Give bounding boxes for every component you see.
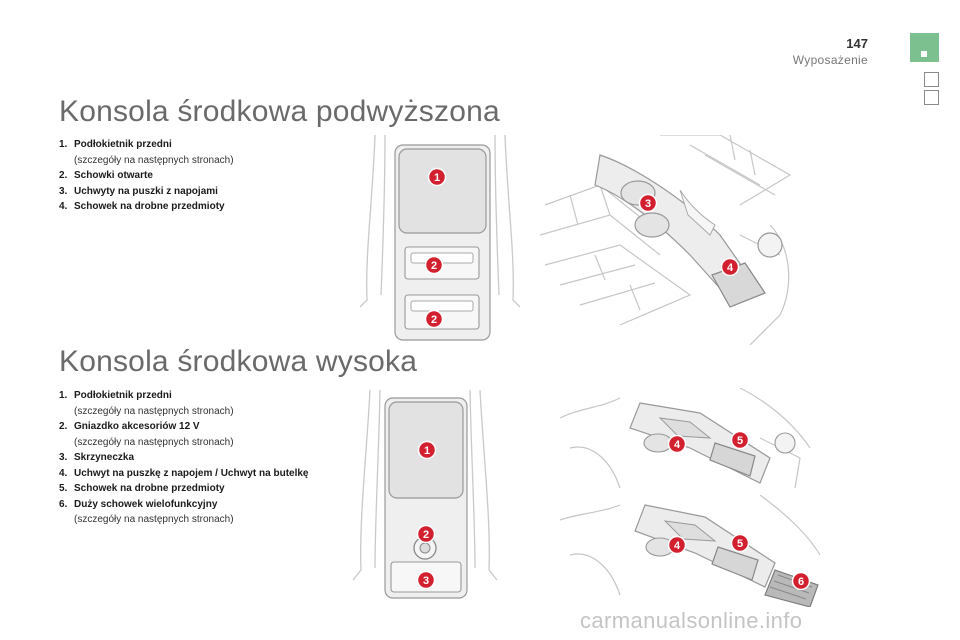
svg-text:5: 5	[736, 538, 744, 550]
raised-console-list	[59, 137, 319, 215]
watermark: carmanualsonline.info	[580, 608, 803, 633]
list-item: 2. Gniazdko akcesoriów 12 V (szczegóły na następnych stronach)	[59, 421, 234, 448]
callout-marker-1	[429, 169, 446, 186]
svg-text:4: 4	[673, 540, 681, 552]
high-console-storage-illustration	[560, 495, 825, 607]
list-item: 3. Skrzyneczka	[59, 452, 135, 463]
list-item: 5. Schowek na drobne przedmioty	[59, 483, 225, 494]
high-console-perspective-illustration	[560, 388, 810, 498]
callout-marker-3	[640, 195, 657, 212]
callout-marker-2	[426, 311, 443, 328]
callout-marker-6	[793, 573, 810, 590]
raised-console-top-illustration	[355, 135, 525, 345]
chapter-tab[interactable]	[924, 72, 939, 87]
callout-marker-4	[669, 537, 686, 554]
tab-marker-icon	[921, 51, 927, 57]
section-title-raised-console: Konsola środkowa podwyższona	[59, 95, 500, 128]
high-console-list	[59, 388, 319, 528]
svg-text:4: 4	[726, 262, 734, 274]
raised-console-perspective-illustration	[540, 135, 805, 345]
section-name: Wyposażenie	[792, 53, 868, 67]
list-item: 1. Podłokietnik przedni (szczegóły na następnych stronach)	[59, 139, 234, 166]
high-console-top-illustration	[345, 390, 505, 605]
list-item: 6. Duży schowek wielofunkcyjny (szczegóły na następnych stronach)	[59, 498, 234, 525]
page-number: 147	[846, 36, 868, 51]
list-item: 2. Schowki otwarte	[59, 170, 153, 181]
list-item: 4. Uchwyt na puszkę z napojem / Uchwyt na butelkę	[59, 467, 309, 479]
svg-text:1: 1	[423, 445, 431, 457]
chapter-tab[interactable]	[924, 90, 939, 105]
svg-text:6: 6	[797, 576, 805, 588]
callout-marker-4	[669, 436, 686, 453]
svg-text:4: 4	[673, 439, 681, 451]
list-item: 1. Podłokietnik przedni (szczegóły na następnych stronach)	[59, 390, 234, 417]
svg-text:2: 2	[430, 314, 438, 326]
section-title-high-console: Konsola środkowa wysoka	[59, 345, 418, 378]
svg-text:1: 1	[433, 172, 441, 184]
list-item: 3. Uchwyty na puszki z napojami	[59, 185, 218, 197]
svg-text:2: 2	[430, 260, 438, 272]
callout-marker-5	[732, 432, 749, 449]
svg-text:5: 5	[736, 435, 744, 447]
callout-marker-1	[419, 442, 436, 459]
callout-marker-4	[722, 259, 739, 276]
callout-marker-5	[732, 535, 749, 552]
svg-text:2: 2	[422, 529, 430, 541]
callout-marker-3	[418, 572, 435, 589]
list-item: 4. Schowek na drobne przedmioty	[59, 201, 225, 212]
callout-marker-2	[418, 526, 435, 543]
chapter-tab-active[interactable]	[910, 33, 939, 62]
callout-marker-2	[426, 257, 443, 274]
storage-grille-icon	[765, 570, 818, 607]
svg-text:3: 3	[644, 198, 652, 210]
svg-text:3: 3	[422, 575, 430, 587]
